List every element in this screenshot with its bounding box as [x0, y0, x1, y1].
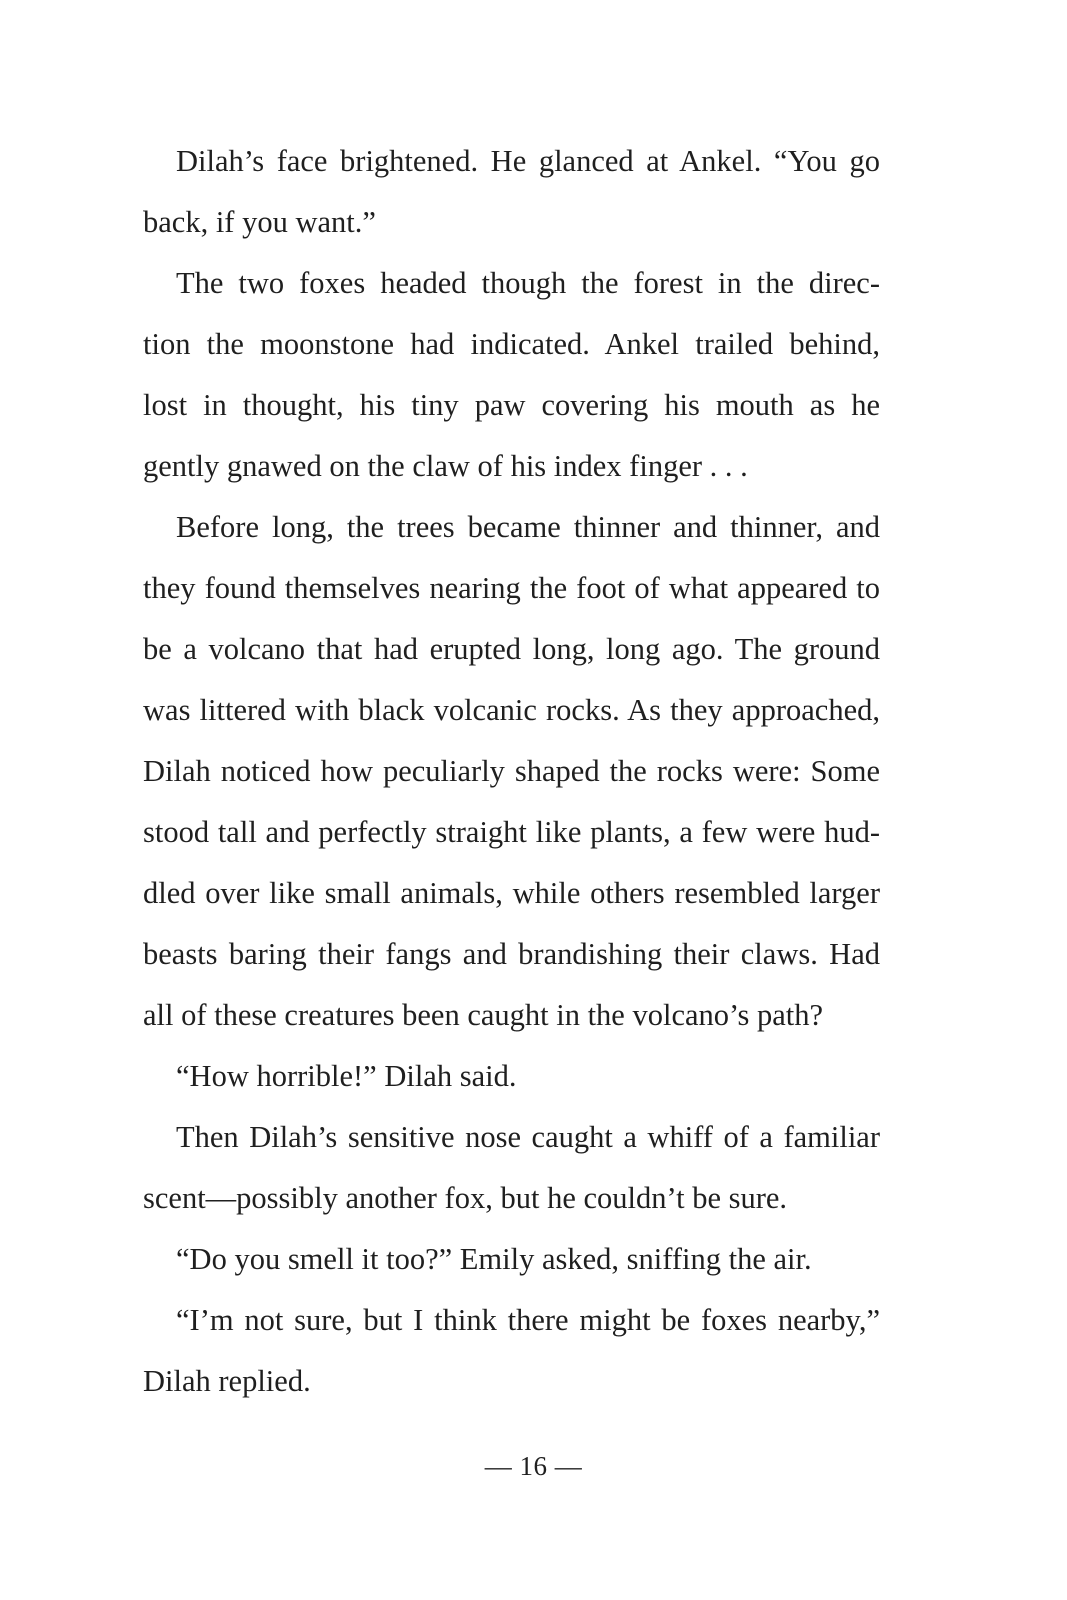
text-line: “How horrible!” Dilah said.	[176, 1059, 517, 1093]
text-line: “Do you smell it too?” Emily asked, sniffing the air.	[176, 1242, 812, 1276]
text-line: Dilah noticed how peculiarly shaped the rocks were: Some	[143, 754, 880, 788]
body-text	[143, 131, 880, 1412]
text-line: Before long, the trees became thinner and thinner, and	[176, 510, 880, 544]
text-line: beasts baring their fangs and brandishing their claws. Had	[143, 937, 880, 971]
text-line: Dilah’s face brightened. He glanced at Ankel. “You go	[176, 144, 880, 178]
text-line: lost in thought, his tiny paw covering his mouth as he	[143, 388, 880, 422]
text-line: gently gnawed on the claw of his index finger . . .	[143, 449, 748, 483]
text-line: they found themselves nearing the foot of what appeared to	[143, 571, 880, 605]
text-line: “I’m not sure, but I think there might be foxes nearby,”	[176, 1303, 880, 1337]
text-line: Then Dilah’s sensitive nose caught a whiff of a familiar	[176, 1120, 880, 1154]
text-line: was littered with black volcanic rocks. As they approached,	[143, 693, 880, 727]
text-line: scent—possibly another fox, but he couldn’t be sure.	[143, 1181, 788, 1215]
text-line: stood tall and perfectly straight like plants, a few were hud-	[143, 815, 880, 849]
text-line: The two foxes headed though the forest in the direc-	[176, 266, 880, 300]
text-line: back, if you want.”	[143, 205, 376, 239]
text-line: tion the moonstone had indicated. Ankel trailed behind,	[143, 327, 880, 361]
page-number: — 16 —	[484, 1451, 583, 1481]
text-line: be a volcano that had erupted long, long ago. The ground	[143, 632, 880, 666]
text-line: Dilah replied.	[143, 1364, 311, 1398]
text-line: all of these creatures been caught in the volcano’s path?	[143, 998, 824, 1032]
text-line: dled over like small animals, while others resembled larger	[143, 876, 880, 910]
